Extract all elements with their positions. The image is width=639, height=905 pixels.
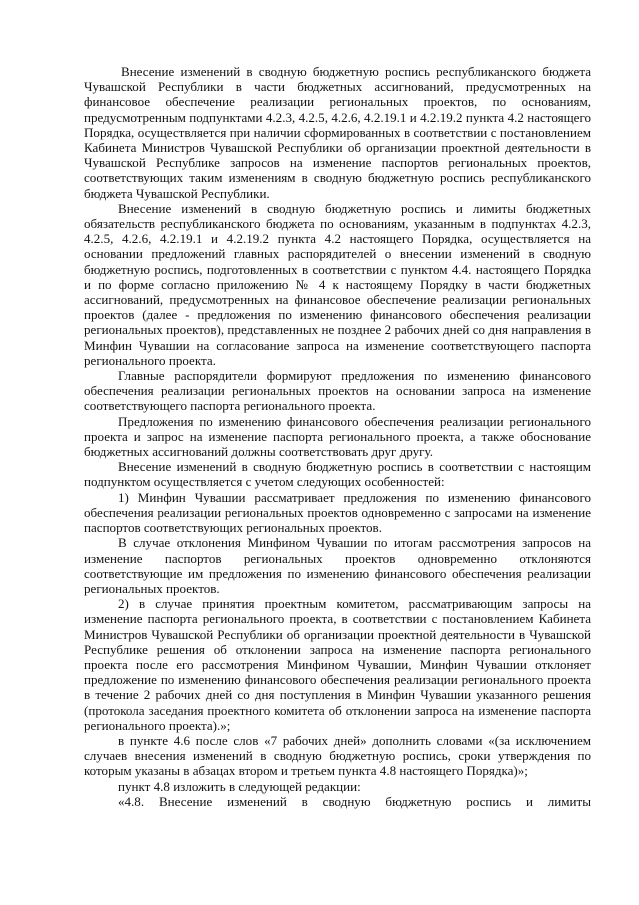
paragraph-clause-4-6: в пункте 4.6 после слов «7 рабочих дней» дополнить словами «(за исключением случаев внесения изменений в сводную бюджетную роспись, сроки утверждения по которым указаны в абзацах втором и третьем пункта 4.8 настоящего Порядка)»; <box>84 732 591 779</box>
paragraph-clause-4-8-start: «4.8. Внесение изменений в сводную бюджетную роспись и лимиты <box>118 793 591 809</box>
paragraph-budget-changes-regional-projects: Внесение изменений в сводную бюджетную роспись республиканского бюджета Чувашской Республики в части бюджетных ассигнований, предусмотренных на финансовое обеспечение реализации региональных проектов, по основаниям, предусмотренным подпунктами 4.2.3, 4.2.5, 4.2.6, 4.2.19.1 и 4.2.19.2 пункта 4.2 настоящего Порядка, осуществляется при наличии сформированных в соответствии с постановлением Кабинета Министров Чувашской Республики об организации проектной деятельности в Чувашской Республике запросов на изменение паспортов региональных проектов, соответствующих таким изменениям в сводную бюджетную роспись республиканского бюджета Чувашской Республики. <box>84 64 591 201</box>
paragraph-changes-and-limits: Внесение изменений в сводную бюджетную роспись и лимиты бюджетных обязательств республиканского бюджета по основаниям, указанным в подпунктах 4.2.3, 4.2.5, 4.2.6, 4.2.19.1 и 4.2.19.2 пункта 4.2 настоящего Порядка, осуществляется на основании предложений главных распорядителей о внесении изменений в сводную бюджетную роспись, подготовленных в соответствии с пунктом 4.4. настоящего Порядка и по форме согласно приложению № 4 к настоящему Порядку в части бюджетных ассигнований, предусмотренных на финансовое обеспечение реализации региональных проектов (далее - предложения по изменению финансового обеспечения реализации региональных проектов), представленных не позднее 2 рабочих дней со дня направления в Минфин Чувашии на согласование запроса на изменение соответствующего паспорта регионального проекта. <box>84 200 591 368</box>
paragraph-clause-4-8-intro: пункт 4.8 изложить в следующей редакции: <box>118 778 361 794</box>
paragraph-chief-managers: Главные распорядители формируют предложения по изменению финансового обеспечения реализации региональных проектов на основании запроса на изменение соответствующего паспорта регионального проекта. <box>84 368 591 414</box>
document-page <box>84 64 591 894</box>
paragraph-features-intro: Внесение изменений в сводную бюджетную роспись в соответствии с настоящим подпунктом осуществляется с учетом следующих особенностей: <box>84 459 591 490</box>
paragraph-proposals-correspondence: Предложения по изменению финансового обеспечения реализации регионального проекта и запрос на изменение паспорта регионального проекта, а также обоснование бюджетных ассигнований должны соответствовать друг другу. <box>84 413 591 460</box>
paragraph-rejection-case: В случае отклонения Минфином Чувашии по итогам рассмотрения запросов на изменение паспортов региональных проектов одновременно отклоняются соответствующие им предложения по изменению финансового обеспечения реализации региональных проектов. <box>84 535 591 596</box>
paragraph-item-2: 2) в случае принятия проектным комитетом, рассматривающим запросы на изменение паспорта регионального проекта, в соответствии с постановлением Кабинета Министров Чувашской Республики об организации проектной деятельности в Чувашской Республике решения об отклонении запроса на изменение паспорта регионального проекта после его рассмотрения Минфином Чувашии, Минфин Чувашии отклоняет предложение по изменению финансового обеспечения реализации регионального проекта в течение 2 рабочих дней со дня поступления в Минфин Чувашии указанного решения (протокола заседания проектного комитета об отклонении запроса на изменение паспорта регионального проекта).»; <box>84 596 591 733</box>
paragraph-item-1: 1) Минфин Чувашии рассматривает предложения по изменению финансового обеспечения реализации региональных проектов одновременно с запросами на изменение паспортов соответствующих региональных проектов. <box>84 489 591 536</box>
